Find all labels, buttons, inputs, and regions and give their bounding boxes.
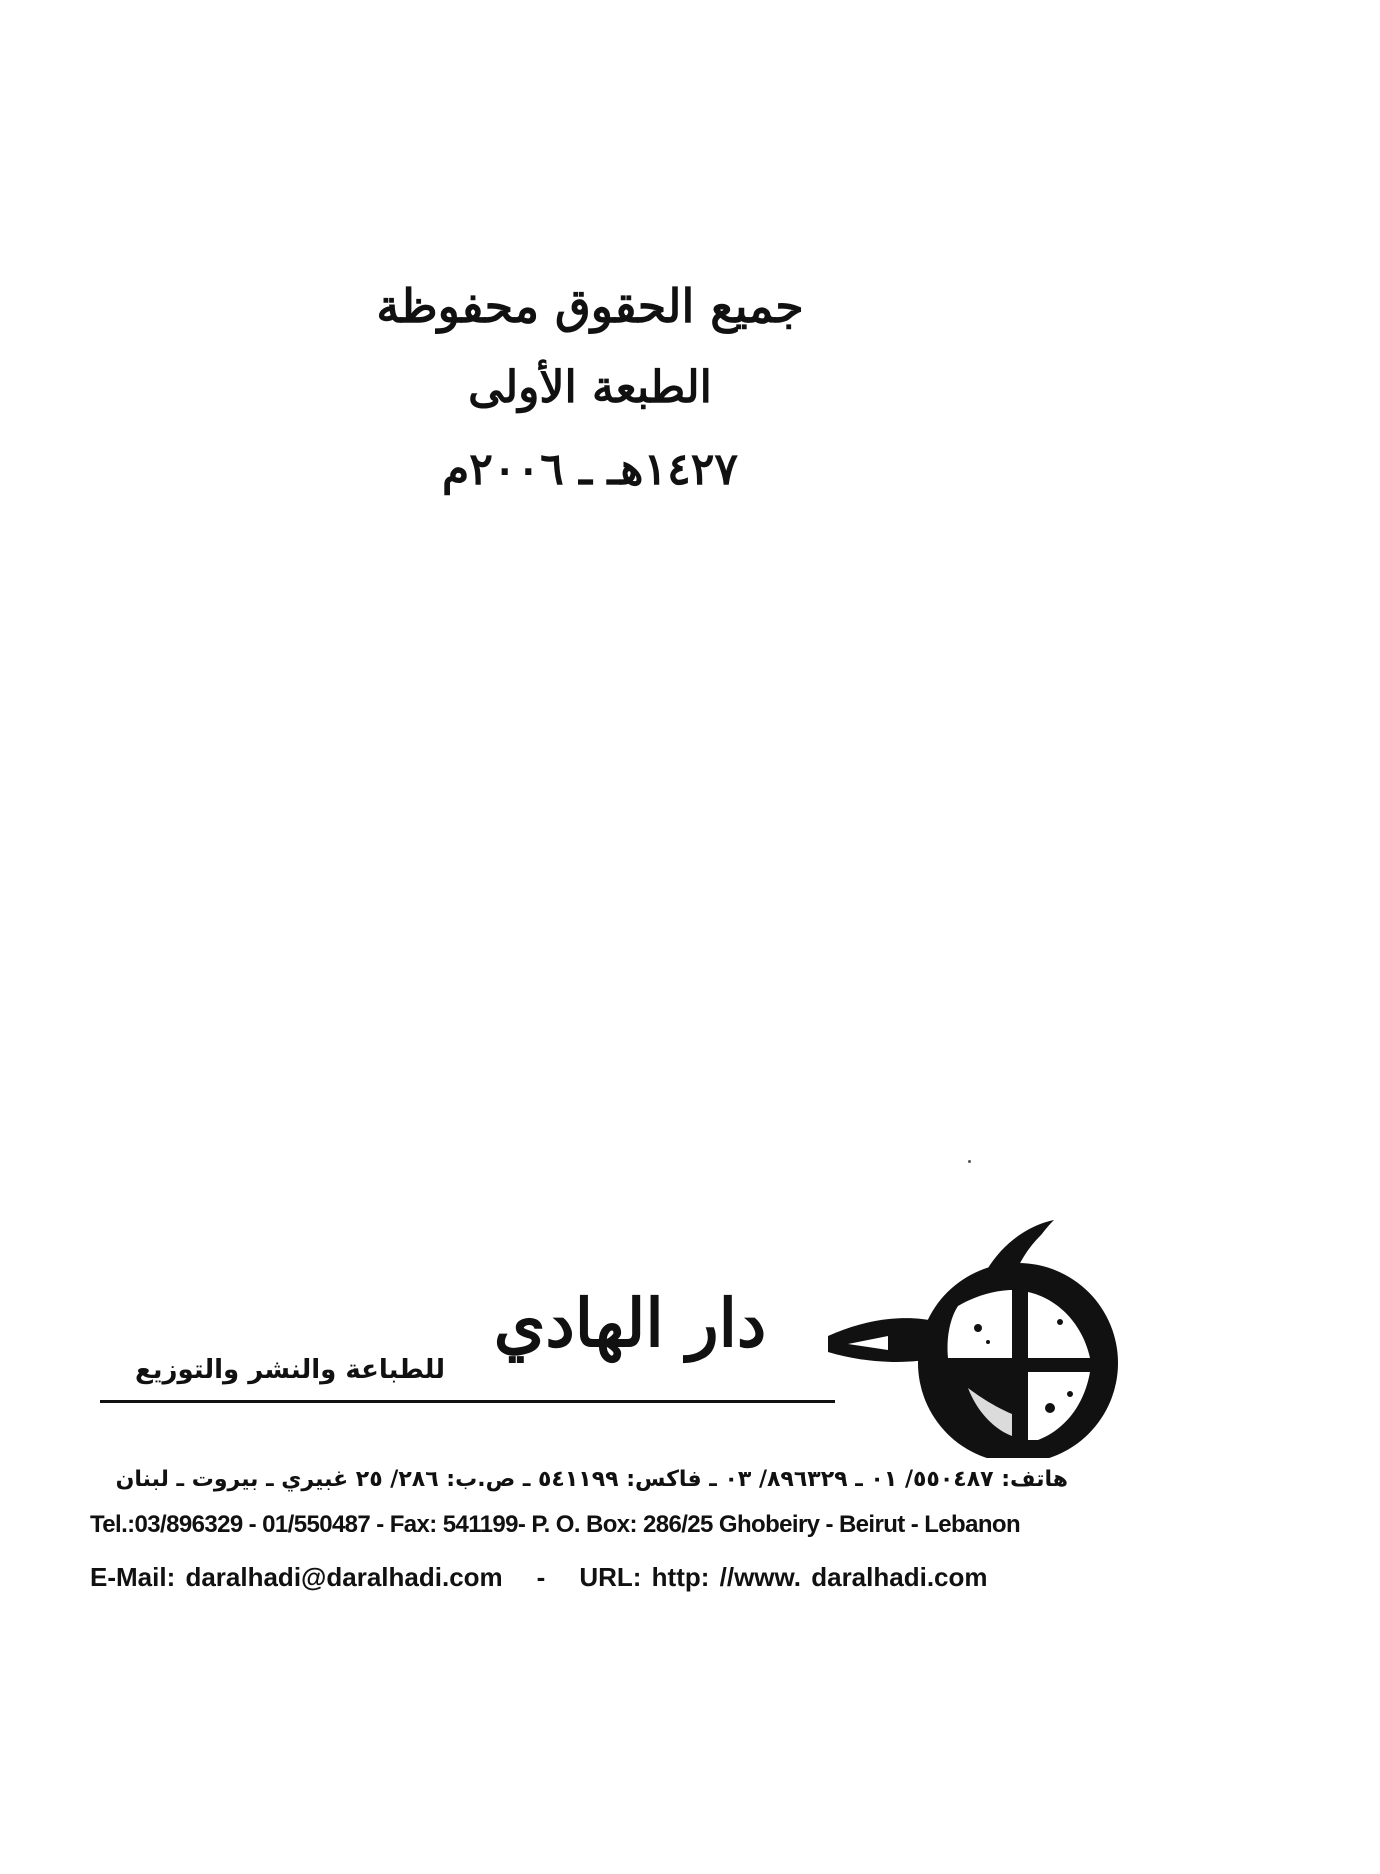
first-edition-text: الطبعة الأولى xyxy=(468,362,712,413)
all-rights-reserved-text: جميع الحقوق محفوظة xyxy=(376,279,804,333)
contact-arabic-line: هاتف: ٥٥٠٤٨٧/ ٠١ ـ ٨٩٦٣٢٩/ ٠٣ ـ فاكس: ٥٤١١٩٩ ـ ص.ب: ٢٨٦/ ٢٥ غبيري ـ بيروت ـ لبنان xyxy=(115,1467,1068,1492)
contact-web-line xyxy=(90,1558,1090,1596)
publisher-underline xyxy=(100,1400,835,1403)
globe-logo-icon xyxy=(828,1218,1128,1458)
url-text: URL: http: //www. daralhadi.com xyxy=(579,1562,988,1592)
edition-year-text: ١٤٢٧هـ ـ ٢٠٠٦م xyxy=(442,444,738,495)
stray-dot xyxy=(968,1160,971,1163)
contact-phone-line: Tel.:03/896329 - 01/550487 - Fax: 541199- P. O. Box: 286/25 Ghobeiry - Beirut - Lebanon xyxy=(90,1511,1021,1538)
publisher-name: دار الهادي xyxy=(493,1284,767,1362)
contact-separator: - xyxy=(536,1562,546,1592)
email-text: E-Mail: daralhadi@daralhadi.com xyxy=(90,1562,503,1592)
publisher-tagline: للطباعة والنشر والتوزيع xyxy=(134,1355,445,1385)
